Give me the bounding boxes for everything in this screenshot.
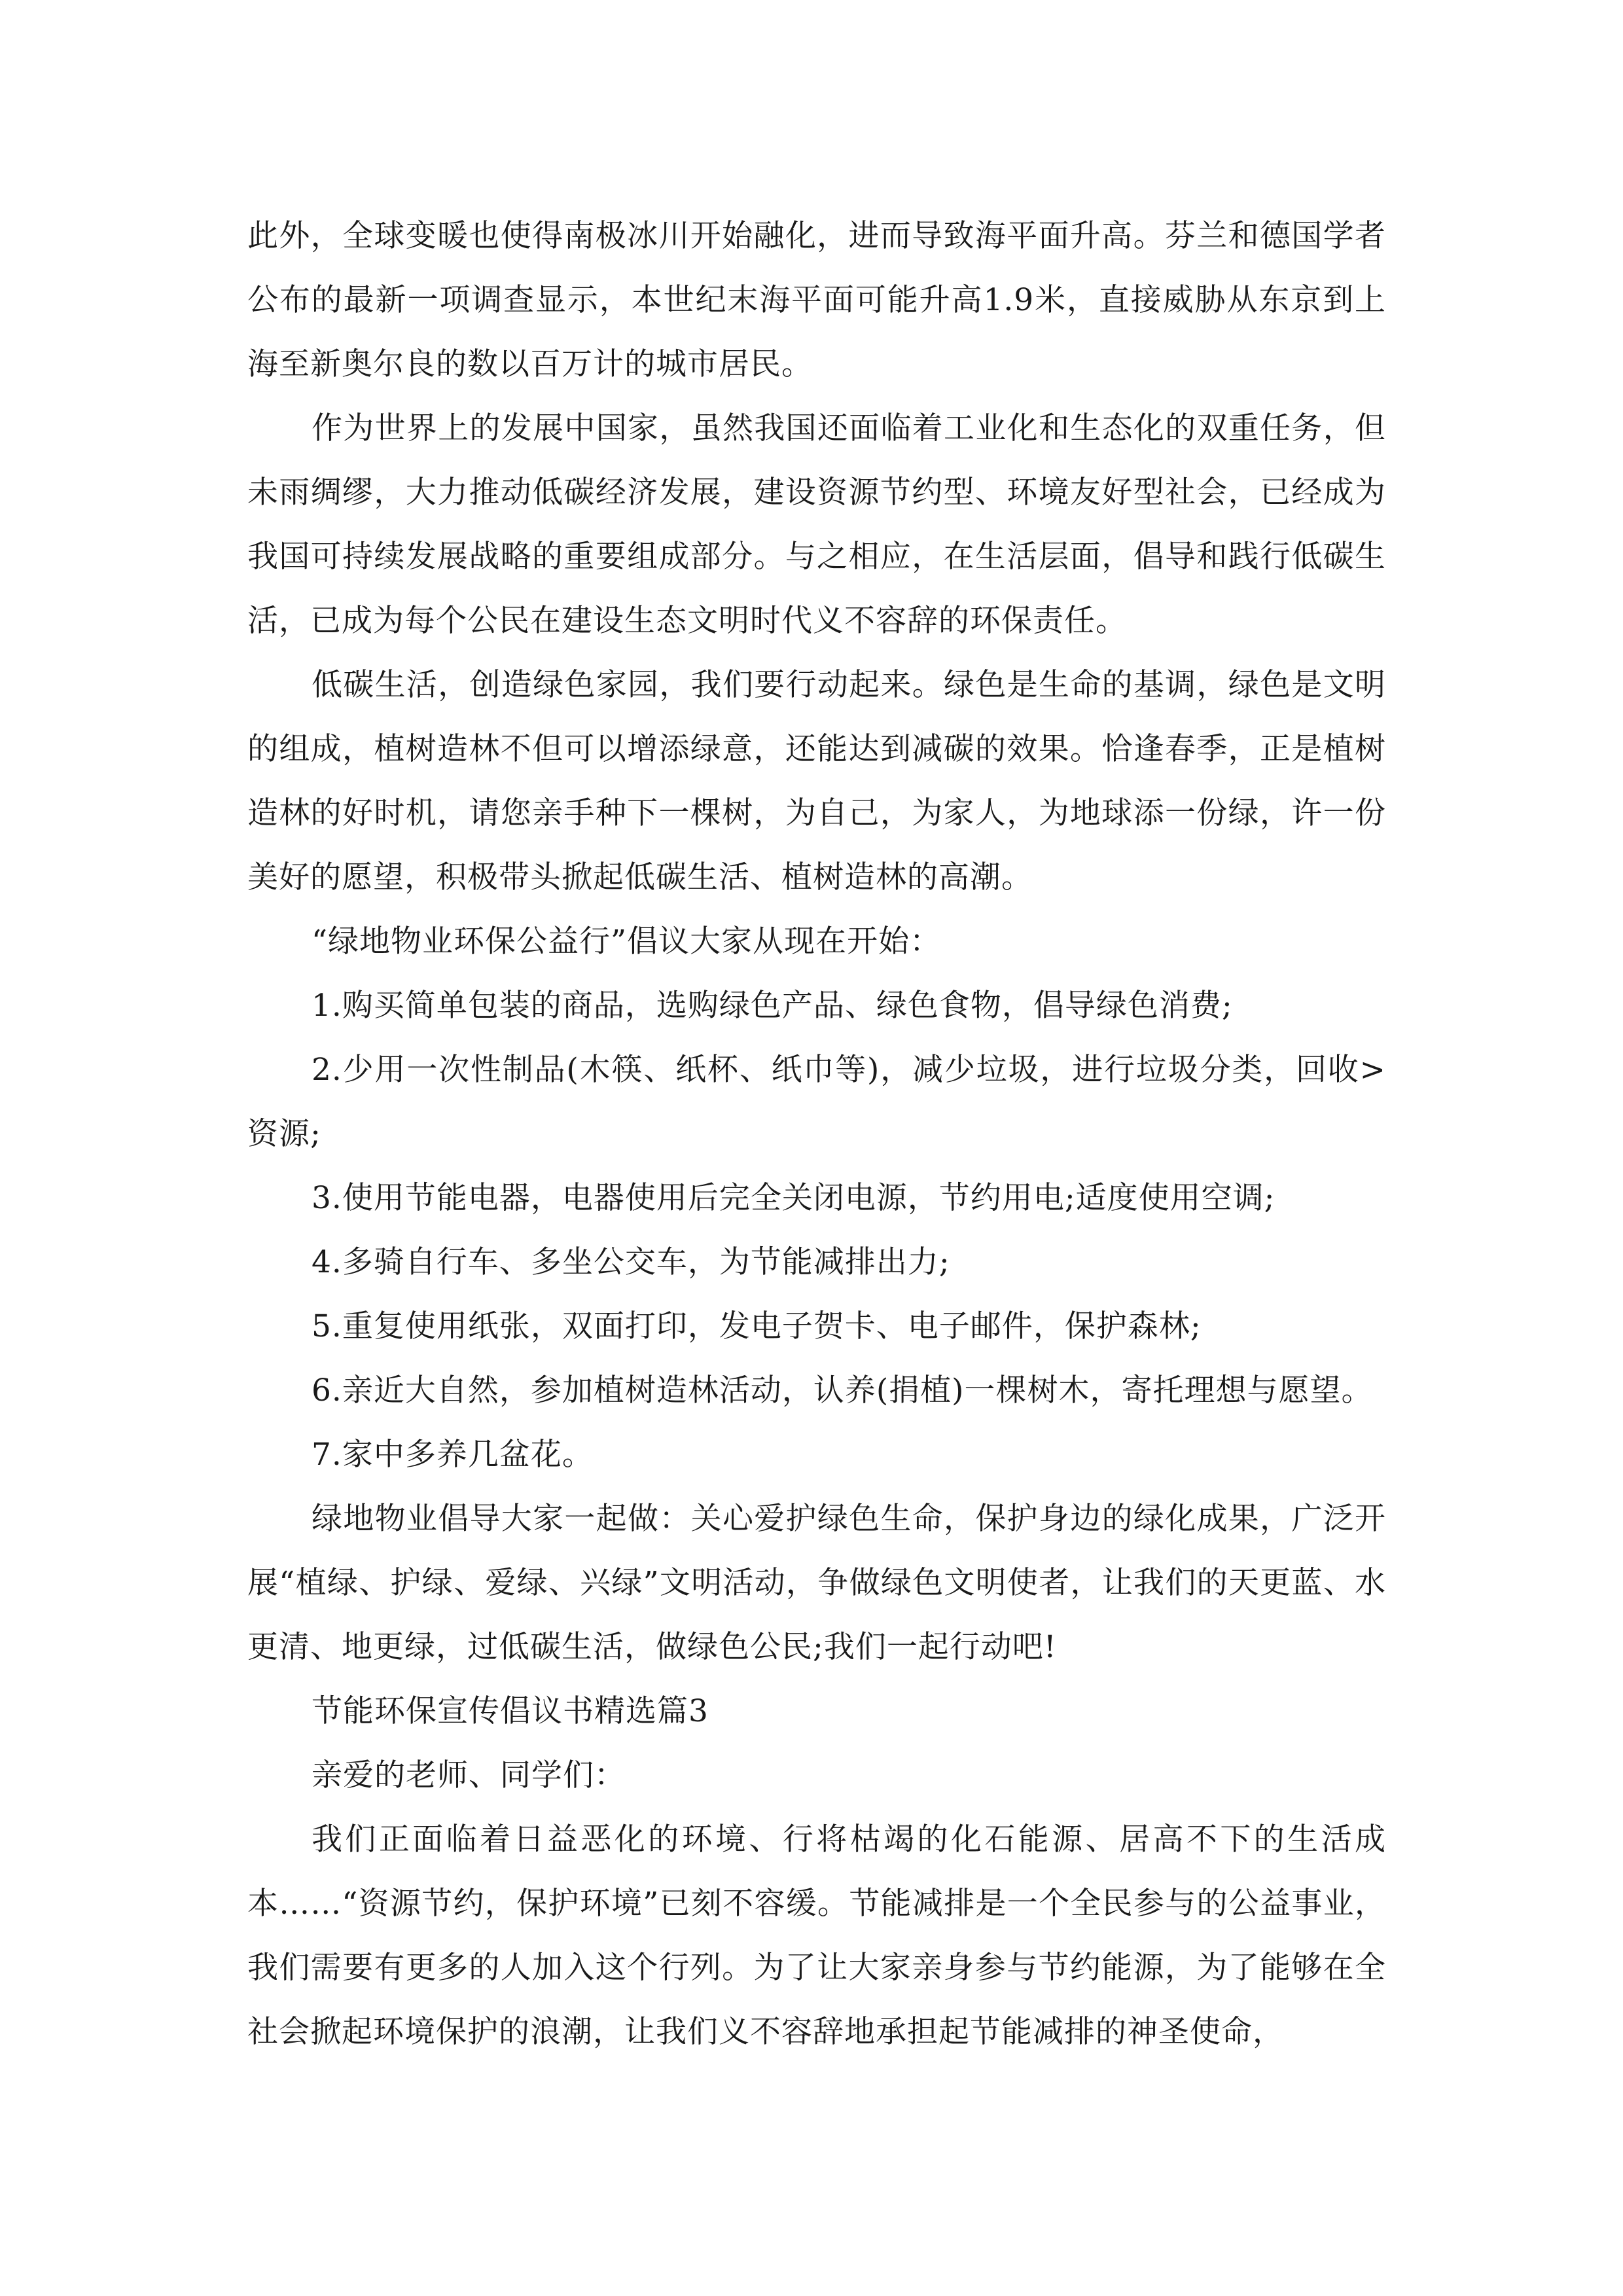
paragraph-energy-saving: 我们正面临着日益恶化的环境、行将枯竭的化石能源、居高不下的生活成本……“资源节约，保护环境”已刻不容缓。节能减排是一个全民参与的公益事业，我们需要有更多的人加入这个行列。为了让大家亲身参与节约能源，为了能够在全社会掀起环境保护的浪潮，让我们义不容辞地承担起节能减排的神圣使命，	[247, 1821, 1386, 2050]
paragraph-low-carbon-economy: 作为世界上的发展中国家，虽然我国还面临着工业化和生态化的双重任务，但未雨绸缪，大力推动低碳经济发展，建设资源节约型、环境友好型社会，已经成为我国可持续发展战略的重要组成部分。与之相应，在生活层面，倡导和践行低碳生活，已成为每个公民在建设生态文明时代义不容辞的环保责任。	[247, 410, 1386, 639]
paragraph-sea-level: 此外，全球变暖也使得南极冰川开始融化，进而导致海平面升高。芬兰和德国学者公布的最新一项调查显示，本世纪末海平面可能升高1.9米，直接威胁从东京到上海至新奥尔良的数以百万计的城市居民。	[247, 218, 1386, 382]
paragraph-initiative-intro: “绿地物业环保公益行”倡议大家从现在开始：	[312, 924, 942, 960]
list-item-7: 7.家中多养几盆花。	[312, 1437, 594, 1473]
list-item-6: 6.亲近大自然，参加植树造林活动，认养(捐植)一棵树木，寄托理想与愿望。	[312, 1372, 1373, 1408]
paragraph-call-to-action: 绿地物业倡导大家一起做：关心爱护绿色生命，保护身边的绿化成果，广泛开展“植绿、护绿、爱绿、兴绿”文明活动，争做绿色文明使者，让我们的天更蓝、水更清、地更绿，过低碳生活，做绿色公民;我们一起行动吧!	[247, 1501, 1386, 1665]
list-item-3: 3.使用节能电器，电器使用后完全关闭电源，节约用电;适度使用空调;	[312, 1180, 1275, 1216]
document-body	[247, 204, 1386, 2064]
salutation: 亲爱的老师、同学们：	[312, 1757, 626, 1793]
section-heading: 节能环保宣传倡议书精选篇3	[312, 1693, 709, 1729]
list-item-4: 4.多骑自行车、多坐公交车，为节能减排出力;	[312, 1244, 950, 1280]
list-item-2: 2.少用一次性制品(木筷、纸杯、纸巾等)，减少垃圾，进行垃圾分类，回收>资源;	[247, 1052, 1386, 1152]
list-item-5: 5.重复使用纸张，双面打印，发电子贺卡、电子邮件，保护森林;	[312, 1308, 1202, 1344]
paragraph-green-home: 低碳生活，创造绿色家园，我们要行动起来。绿色是生命的基调，绿色是文明的组成，植树造林不但可以增添绿意，还能达到减碳的效果。恰逢春季，正是植树造林的好时机，请您亲手种下一棵树，为自己，为家人，为地球添一份绿，许一份美好的愿望，积极带头掀起低碳生活、植树造林的高潮。	[247, 667, 1386, 895]
list-item-1: 1.购买简单包装的商品，选购绿色产品、绿色食物，倡导绿色消费;	[312, 988, 1233, 1024]
